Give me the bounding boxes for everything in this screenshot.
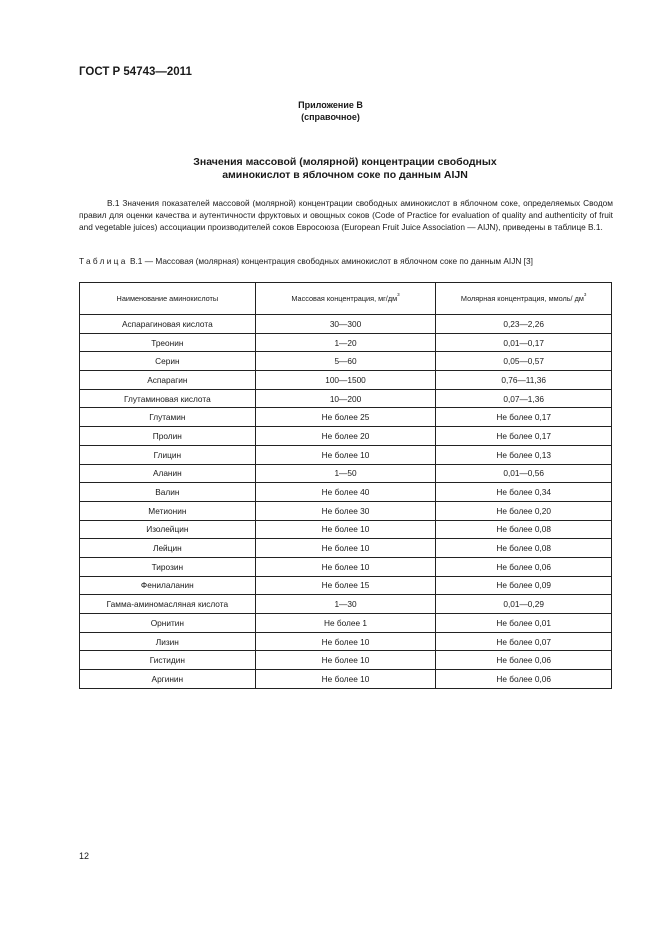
annex-heading: [0, 99, 661, 123]
cell-mass-concentration: Не более 40: [255, 483, 436, 502]
cell-molar-concentration: Не более 0,20: [436, 501, 612, 520]
table-row: [80, 333, 612, 352]
cell-mass-concentration: Не более 10: [255, 539, 436, 558]
cell-mass-concentration: Не более 10: [255, 651, 436, 670]
cell-amino-acid-name: Лизин: [80, 632, 256, 651]
table-header-row: [80, 283, 612, 315]
cell-amino-acid-name: Аспарагин: [80, 371, 256, 390]
table-caption-text: В.1 — Массовая (молярная) концентрация свободных аминокислот в яблочном соке по данным AIJN [3]: [129, 256, 533, 266]
cell-amino-acid-name: Лейцин: [80, 539, 256, 558]
cell-molar-concentration: Не более 0,06: [436, 557, 612, 576]
annex-title: Приложение В: [298, 100, 363, 110]
cell-mass-concentration: Не более 10: [255, 520, 436, 539]
cell-molar-concentration: Не более 0,01: [436, 614, 612, 633]
cell-amino-acid-name: Треонин: [80, 333, 256, 352]
cell-mass-concentration: Не более 15: [255, 576, 436, 595]
cell-amino-acid-name: Валин: [80, 483, 256, 502]
cell-mass-concentration: Не более 10: [255, 557, 436, 576]
table-row: [80, 408, 612, 427]
cell-mass-concentration: 1—20: [255, 333, 436, 352]
table-body: [80, 315, 612, 689]
annex-subtitle: (справочное): [301, 112, 360, 122]
table-row: [80, 670, 612, 689]
amino-acid-table: [79, 282, 612, 689]
cell-amino-acid-name: Серин: [80, 352, 256, 371]
cell-amino-acid-name: Глутаминовая кислота: [80, 389, 256, 408]
table-row: [80, 614, 612, 633]
cell-amino-acid-name: Глицин: [80, 445, 256, 464]
cell-mass-concentration: 100—1500: [255, 371, 436, 390]
table-row: [80, 352, 612, 371]
cell-amino-acid-name: Глутамин: [80, 408, 256, 427]
cell-molar-concentration: Не более 0,13: [436, 445, 612, 464]
cell-molar-concentration: 0,05—0,57: [436, 352, 612, 371]
cell-molar-concentration: 0,23—2,26: [436, 315, 612, 334]
header-mass-concentration: Массовая концентрация, $мг/дм^3$: [255, 283, 436, 315]
table-row: [80, 445, 612, 464]
cell-molar-concentration: Не более 0,34: [436, 483, 612, 502]
cell-amino-acid-name: Пролин: [80, 427, 256, 446]
cell-molar-concentration: Не более 0,06: [436, 670, 612, 689]
cell-mass-concentration: 1—50: [255, 464, 436, 483]
page-number: 12: [79, 851, 90, 861]
cell-mass-concentration: Не более 30: [255, 501, 436, 520]
header-molar-concentration: Молярная концентрация, ммоль/ $дм^3$: [436, 283, 612, 315]
table-row: [80, 651, 612, 670]
cell-mass-concentration: 10—200: [255, 389, 436, 408]
table-row: [80, 464, 612, 483]
cell-molar-concentration: Не более 0,17: [436, 427, 612, 446]
cell-amino-acid-name: Гистидин: [80, 651, 256, 670]
cell-molar-concentration: Не более 0,09: [436, 576, 612, 595]
cell-amino-acid-name: Аланин: [80, 464, 256, 483]
table-row: [80, 483, 612, 502]
table-row: [80, 501, 612, 520]
section-title-line-2: аминокислот в яблочном соке по данным AIJN: [222, 169, 468, 181]
cell-molar-concentration: Не более 0,07: [436, 632, 612, 651]
header-mass-superscript: 3: [397, 292, 400, 297]
body-paragraph: [79, 197, 613, 234]
cell-molar-concentration: 0,01—0,29: [436, 595, 612, 614]
table-row: [80, 539, 612, 558]
cell-amino-acid-name: Метионин: [80, 501, 256, 520]
cell-amino-acid-name: Изолейцин: [80, 520, 256, 539]
cell-amino-acid-name: Орнитин: [80, 614, 256, 633]
cell-mass-concentration: Не более 20: [255, 427, 436, 446]
cell-amino-acid-name: Тирозин: [80, 557, 256, 576]
section-title-line-1: Значения массовой (молярной) концентрации свободных: [193, 156, 497, 168]
cell-molar-concentration: Не более 0,08: [436, 539, 612, 558]
cell-mass-concentration: Не более 10: [255, 632, 436, 651]
table-row: [80, 520, 612, 539]
table-caption: [79, 256, 613, 267]
cell-mass-concentration: Не более 25: [255, 408, 436, 427]
body-paragraph-text: В.1 Значения показателей массовой (молярной) концентрации свободных аминокислот в яблочном соке, определяемых Сводом правил для оценки качества и аутентичности фруктовых и овощных соков (Code of Practice for evaluation of quality and authenticity of fruit and vegetable juices) ассоциации производителей соков Евросоюза (European Fruit Juice Association — AIJN), приведены в таблице В.1.: [79, 198, 613, 233]
cell-amino-acid-name: Аргинин: [80, 670, 256, 689]
cell-molar-concentration: Не более 0,06: [436, 651, 612, 670]
cell-mass-concentration: Не более 10: [255, 445, 436, 464]
cell-mass-concentration: 30—300: [255, 315, 436, 334]
table-caption-label: Таблица: [79, 256, 128, 266]
table-row: [80, 595, 612, 614]
cell-molar-concentration: 0,07—1,36: [436, 389, 612, 408]
header-amino-acid-name: Наименование аминокислоты: [80, 283, 256, 315]
cell-molar-concentration: 0,01—0,17: [436, 333, 612, 352]
document-code: ГОСТ Р 54743—2011: [79, 66, 192, 78]
cell-mass-concentration: 5—60: [255, 352, 436, 371]
table-row: [80, 371, 612, 390]
header-molar-superscript: 3: [583, 292, 587, 297]
cell-mass-concentration: 1—30: [255, 595, 436, 614]
cell-molar-concentration: Не более 0,08: [436, 520, 612, 539]
table-row: [80, 557, 612, 576]
cell-mass-concentration: Не более 10: [255, 670, 436, 689]
section-title: [150, 156, 540, 182]
table-row: [80, 315, 612, 334]
table-row: [80, 576, 612, 595]
cell-mass-concentration: Не более 1: [255, 614, 436, 633]
cell-amino-acid-name: Аспарагиновая кислота: [80, 315, 256, 334]
table-row: [80, 427, 612, 446]
cell-molar-concentration: 0,01—0,56: [436, 464, 612, 483]
table-row: [80, 389, 612, 408]
cell-amino-acid-name: Гамма-аминомасляная кислота: [80, 595, 256, 614]
table-row: [80, 632, 612, 651]
cell-amino-acid-name: Фенилаланин: [80, 576, 256, 595]
cell-molar-concentration: Не более 0,17: [436, 408, 612, 427]
cell-molar-concentration: 0,76—11,36: [436, 371, 612, 390]
